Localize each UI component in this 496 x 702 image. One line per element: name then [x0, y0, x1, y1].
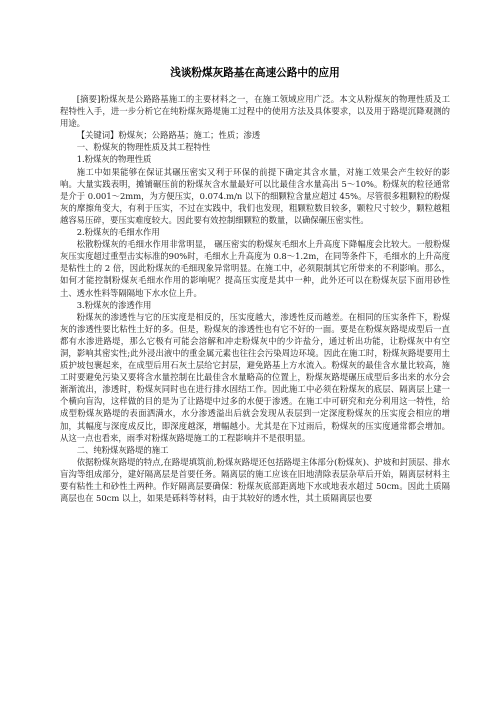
body-paragraph: 松散粉煤灰的毛细水作用非常明显， 碾压密实的粉煤灰毛细水上升高度下降幅度会比较大。一般粉煤灰压实度超过重型击实标准的90%时，毛细水上升高度为 0.8～1.2m，在同等条件下，毛细水的上升高度是粘性土的 2 倍，因此粉煤灰的毛细现象异常明显。在施工中，必须限制其它所带来的不利影响。那么，如何才能控制粉煤灰毛细水作用的影响呢？提高压实度是其中一种，此外还可以在粉煤灰层下面用砂性土、透水性料等隔隔地下水水位上升。 — [60, 239, 450, 298]
paper-title: 浅谈粉煤灰路基在高速公路中的应用 — [170, 67, 340, 79]
body-paragraph: 依据粉煤灰路堤的特点,在路堤填筑前,粉煤灰路堤还包括路堤主体部分(粉煤灰)、护坡和封顶层、排水盲沟等组成部分，建好隔离层是首要任务。隔离层的施工应该在旧地清除表层杂草后开始，隔离层材料主要有粘性土和砂性土两种。作好隔离层要确保：粉煤灰底部距离地下水或地表水超过 50cm。因此土质隔离层也在 50cm 以上，如果是砾料等材料，由于其较好的透水性，其土质隔离层也要 — [60, 456, 450, 504]
body-paragraph: 粉煤灰的渗透性与它的压实度是相反的，压实度越大，渗透性反而越差。在相同的压实条件下，粉煤灰的渗透性要比粘性土好的多。但是，粉煤灰的渗透性也有它不好的一面。要是在粉煤灰路堤成型后一直都有水渗进路堤，那么它极有可能会溶解和冲走粉煤灰中的少许盐分，通过析出功能，让粉煤灰中有空洞，影响其密实性;此外浸出液中的重金属元素也往往会污染周边环境。因此在施工时，粉煤灰路堤要用土质护坡包裹起来，在成型后用石灰土层给它封层，避免路基上方水流入。粉煤灰的最佳含水量比较高，施工时要避免污染又要将含水量控制在比最佳含水量略高的位置上，粉煤灰路堤碾压成型后多出来的水分会渐渐流出，渗透时，粉煤灰同时也在进行排水固结工作。因此施工中必须在粉煤灰的底层、隔离层上建一个横向盲沟，这样做的目的是为了让路堤中过多的水便于渗透。在施工中可研究和充分利用这一特性，给成型粉煤灰路堤的表面洒满水，水分渗透溢出后就会发现从表层到一定深度粉煤灰的压实度会相应的增加，其幅度与深度成反比，即深度越深，增幅越小。尤其是在下过雨后，粉煤灰的压实度通常都会增加。从这一点也看来，雨季对粉煤灰路堤施工的工程影响并不是很明显。 — [60, 311, 450, 443]
abstract-paragraph: [摘要]粉煤灰是公路路基施工的主要材料之一，在施工领域应用广泛。本文从粉煤灰的物理性质及工程特性入手，进一步分析它在纯粉煤灰路堤施工过程中的使用方法及具体要求，以及用于路堤沉降观测的用途。 — [60, 94, 450, 129]
paper-body — [60, 93, 450, 504]
subsection-heading: 1.粉煤灰的物理性质 — [76, 154, 152, 165]
body-paragraph: 施工中如果能够在保证其碾压密实又利于环保的前提下确定其含水量，对施工效果会产生较好的影响。大量实践表明，摊铺碾压前的粉煤灰含水量最好可以比最佳含水量高出 5～10%。粉煤灰的粒径通常是介于 0.001～2mm，为方便压实，0.074.m/n 以下的细颗粒含量应超过 45%。尽管很多粗颗粒的粉煤灰的摩擦角变大，有利于压实，不过在实践中，我们也发现，粗颗粒数目较多，颗粒尺寸较少，颗粒越粗越容易压碎，要压实难度较大。因此要有效控制细颗粒的数量，以确保碾压密实性。 — [60, 166, 450, 225]
section-heading: 二、纯粉煤灰路堤的施工 — [76, 444, 169, 455]
subsection-heading: 3.粉煤灰的渗透作用 — [76, 299, 152, 310]
section-heading: 一、粉煤灰的物理性质及其工程特性 — [76, 142, 211, 153]
keywords-line: 【关键词】粉煤灰；公路路基；施工；性质；渗透 — [76, 130, 261, 141]
subsection-heading: 2.粉煤灰的毛细水作用 — [76, 227, 160, 238]
